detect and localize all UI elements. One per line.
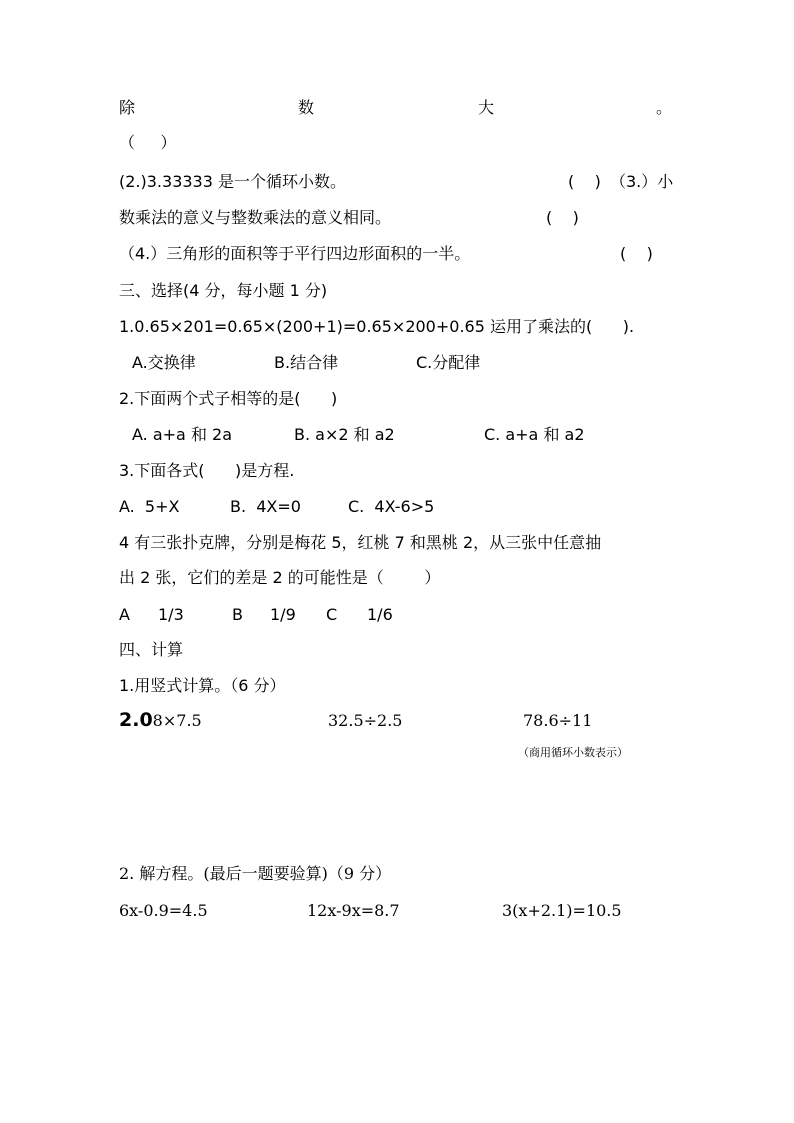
equation-3: 3(x+2.1)=10.5 xyxy=(502,901,622,920)
choice-q2-option-b: B. a×2 和 a2 xyxy=(294,425,395,444)
tf-item-2: (2.)3.33333 是一个循环小数。 xyxy=(119,172,347,191)
choice-q4-line2: 出 2 张，它们的差是 2 的可能性是（ ） xyxy=(119,568,441,587)
choice-q1-option-c: C.分配律 xyxy=(416,353,481,372)
calc-expr-1-bold: 2.0 xyxy=(119,709,153,731)
choice-q1-option-b: B.结合律 xyxy=(274,353,339,372)
choice-q4-line1: 4 有三张扑克牌，分别是梅花 5，红桃 7 和黑桃 2，从三张中任意抽 xyxy=(119,533,602,552)
choice-q2-option-a: A. a+a 和 2a xyxy=(132,425,233,444)
choice-q1-option-a: A.交换律 xyxy=(132,353,196,372)
calc-expr-2: 32.5÷2.5 xyxy=(328,711,403,730)
choice-q3-option-a: A. 5+X xyxy=(119,497,180,516)
tf-item-3-start: （3.）小 xyxy=(610,172,674,191)
choice-q4-option-c-letter: C xyxy=(326,605,338,624)
tf-line1-char1: 除 xyxy=(119,98,136,117)
calc-expr-1-rest: 8×7.5 xyxy=(152,711,202,730)
calc-sub2-heading: 2. 解方程。(最后一题要验算)（9 分） xyxy=(119,864,392,883)
choice-q1: 1.0.65×201=0.65×(200+1)=0.65×200+0.65 运用了乘法的( ). xyxy=(119,317,635,336)
calc-expr-1 xyxy=(119,710,202,731)
tf-item-2-answer-blank: ( ) xyxy=(568,172,601,191)
choice-q2-option-c: C. a+a 和 a2 xyxy=(484,425,585,444)
choice-heading: 三、选择(4 分，每小题 1 分) xyxy=(119,281,328,300)
choice-q3: 3.下面各式( )是方程. xyxy=(119,461,295,480)
equation-2: 12x-9x=8.7 xyxy=(307,901,400,920)
tf-line1-char2: 数 xyxy=(298,98,315,117)
choice-q3-option-b: B. 4X=0 xyxy=(230,497,301,516)
tf-line1-answer-blank: （ ） xyxy=(119,133,177,152)
calc-expr-3: 78.6÷11 xyxy=(523,711,593,730)
choice-q4-option-a-letter: A xyxy=(119,605,130,624)
choice-q4-option-b-letter: B xyxy=(232,605,243,624)
tf-line1-char3: 大 xyxy=(478,98,495,117)
tf-item-4: （4.）三角形的面积等于平行四边形面积的一半。 xyxy=(119,244,471,263)
tf-line1-period: 。 xyxy=(656,98,673,117)
calc-heading: 四、计算 xyxy=(119,640,184,659)
tf-item-3-text: 数乘法的意义与整数乘法的意义相同。 xyxy=(119,208,392,227)
choice-q4-option-b-value: 1/9 xyxy=(270,605,296,624)
choice-q4-option-a-value: 1/3 xyxy=(158,605,184,624)
equation-1: 6x-0.9=4.5 xyxy=(119,901,208,920)
choice-q2: 2.下面两个式子相等的是( ) xyxy=(119,389,338,408)
choice-q3-option-c: C. 4X-6>5 xyxy=(348,497,435,516)
tf-item-4-answer-blank: ( ) xyxy=(620,244,653,263)
tf-item-3-answer-blank: ( ) xyxy=(546,208,579,227)
calc-expr-3-note: （商用循环小数表示） xyxy=(518,746,628,759)
calc-sub1-heading: 1.用竖式计算。（6 分） xyxy=(119,676,286,695)
choice-q4-option-c-value: 1/6 xyxy=(367,605,393,624)
